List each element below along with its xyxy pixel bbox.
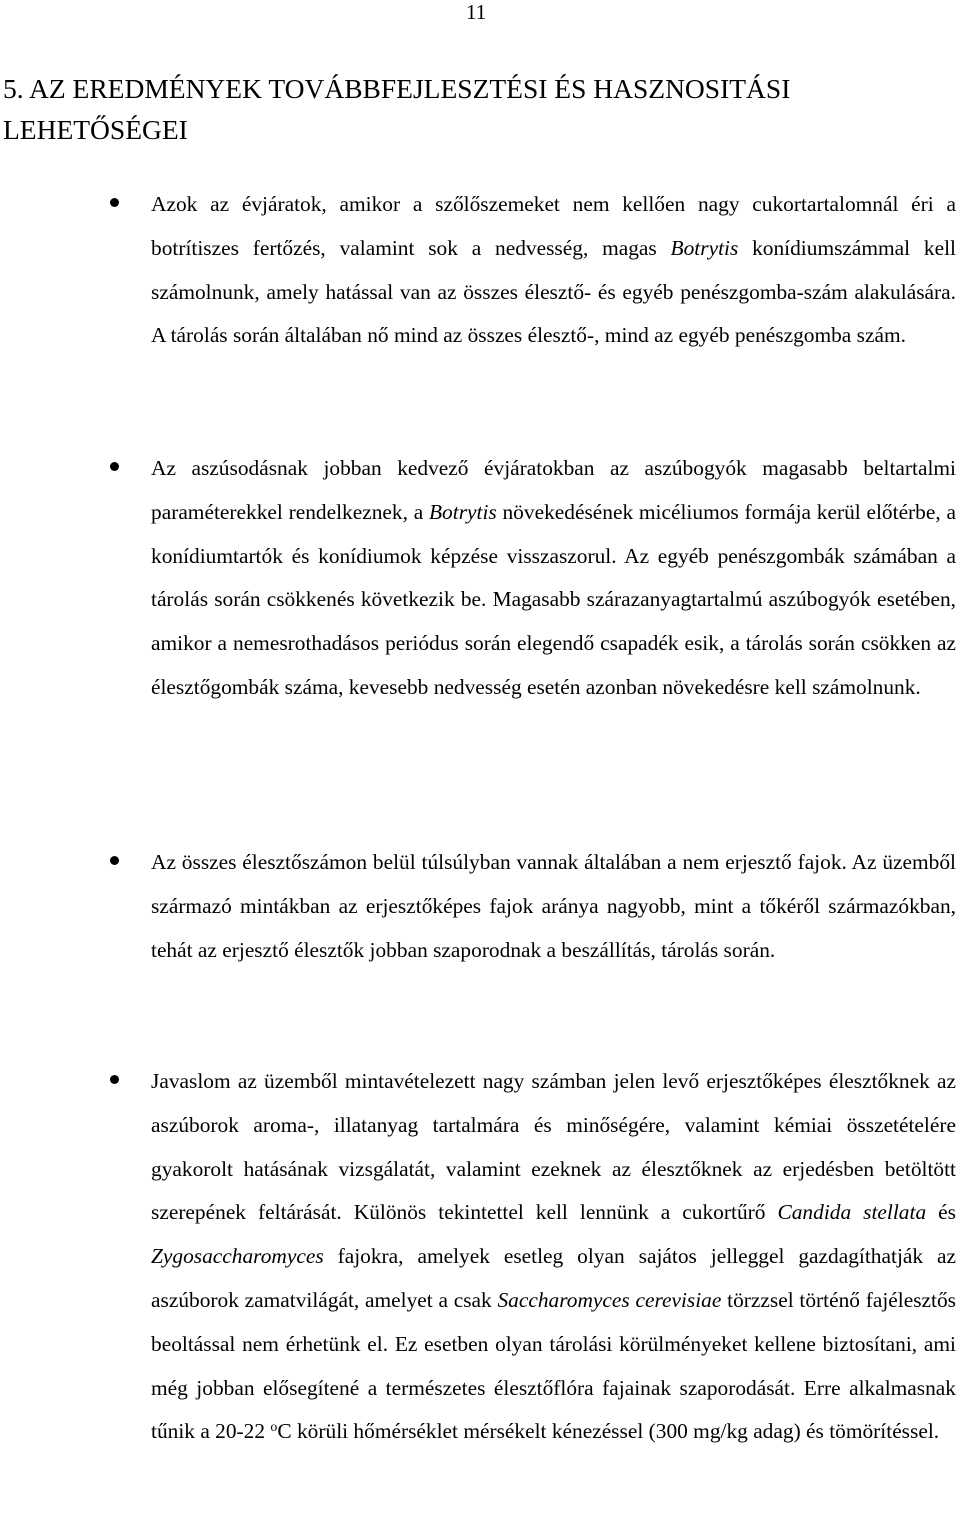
bullet-icon: [110, 462, 119, 471]
bullet-icon: [110, 198, 119, 207]
list-item: [151, 1060, 956, 1454]
list-item-text: Javaslom az üzemből mintavételezett nagy számban jelen levő erjesztőképes élesztőknek az aszúborok aroma-, illatanyag tartalmára és minőségére, valamint kémiai összetételére gyakorolt hatásának vizsgálatát, valamint ezeknek az élesztőknek az erjedésben betöltött szerepének feltárását. Különös tekintettel kell lennünk a cukortűrő Candida stellata és Zygosaccharomyces fajokra, amelyek esetleg olyan sajátos jelleggel gazdagíthatják az aszúborok zamatvilágát, amelyet a csak Saccharomyces cerevisiae törzzsel történő fajélesztős beoltással nem érhetünk el. Ez esetben olyan tárolási körülményeket kellene biztosítani, ami még jobban elősegítené a természetes élesztőflóra fajainak szaporodását. Erre alkalmasnak tűnik a 20-22 $^o$C körüli hőmérséklet mérsékelt kénezéssel (300 mg/kg adag) és tömörítéssel.: [151, 1069, 956, 1444]
list-item-text: Azok az évjáratok, amikor a szőlőszemeket nem kellően nagy cukortartalomnál éri a botrítiszes fertőzés, valamint sok a nedvesség, magas Botrytis konídiumszámmal kell számolnunk, amely hatással van az összes élesztő- és egyéb penészgomba-szám alakulására. A tárolás során általában nő mind az összes élesztő-, mind az egyéb penészgomba szám.: [151, 192, 956, 348]
list-item: [151, 183, 956, 358]
list-item-text: Az aszúsodásnak jobban kedvező évjáratokban az aszúbogyók magasabb beltartalmi paraméterekkel rendelkeznek, a Botrytis növekedésének micéliumos formája kerül előtérbe, a konídiumtartók és konídiumok képzése visszaszorul. Az egyéb penészgombák számában a tárolás során csökkenés következik be. Magasabb szárazanyagtartalmú aszúbogyók esetében, amikor a nemesrothadásos periódus során elegendő csapadék esik, a tárolás során csökken az élesztőgombák száma, kevesebb nedvesség esetén azonban növekedésre kell számolnunk.: [151, 456, 956, 699]
list-item: [151, 447, 956, 710]
list-item-text: Az összes élesztőszámon belül túlsúlyban vannak általában a nem erjesztő fajok. Az üzemből származó mintákban az erjesztőképes fajok aránya nagyobb, mint a tőkéről származókban, tehát az erjesztő élesztők jobban szaporodnak a beszállítás, tárolás során.: [151, 850, 956, 962]
page-number: 11: [466, 0, 487, 24]
list-item: [151, 841, 956, 972]
bullet-icon: [110, 1075, 119, 1084]
bullet-icon: [110, 856, 119, 865]
section-heading: 5. AZ EREDMÉNYEK TOVÁBBFEJLESZTÉSI ÉS HASZNOSITÁSI LEHETŐSÉGEI: [3, 73, 791, 145]
